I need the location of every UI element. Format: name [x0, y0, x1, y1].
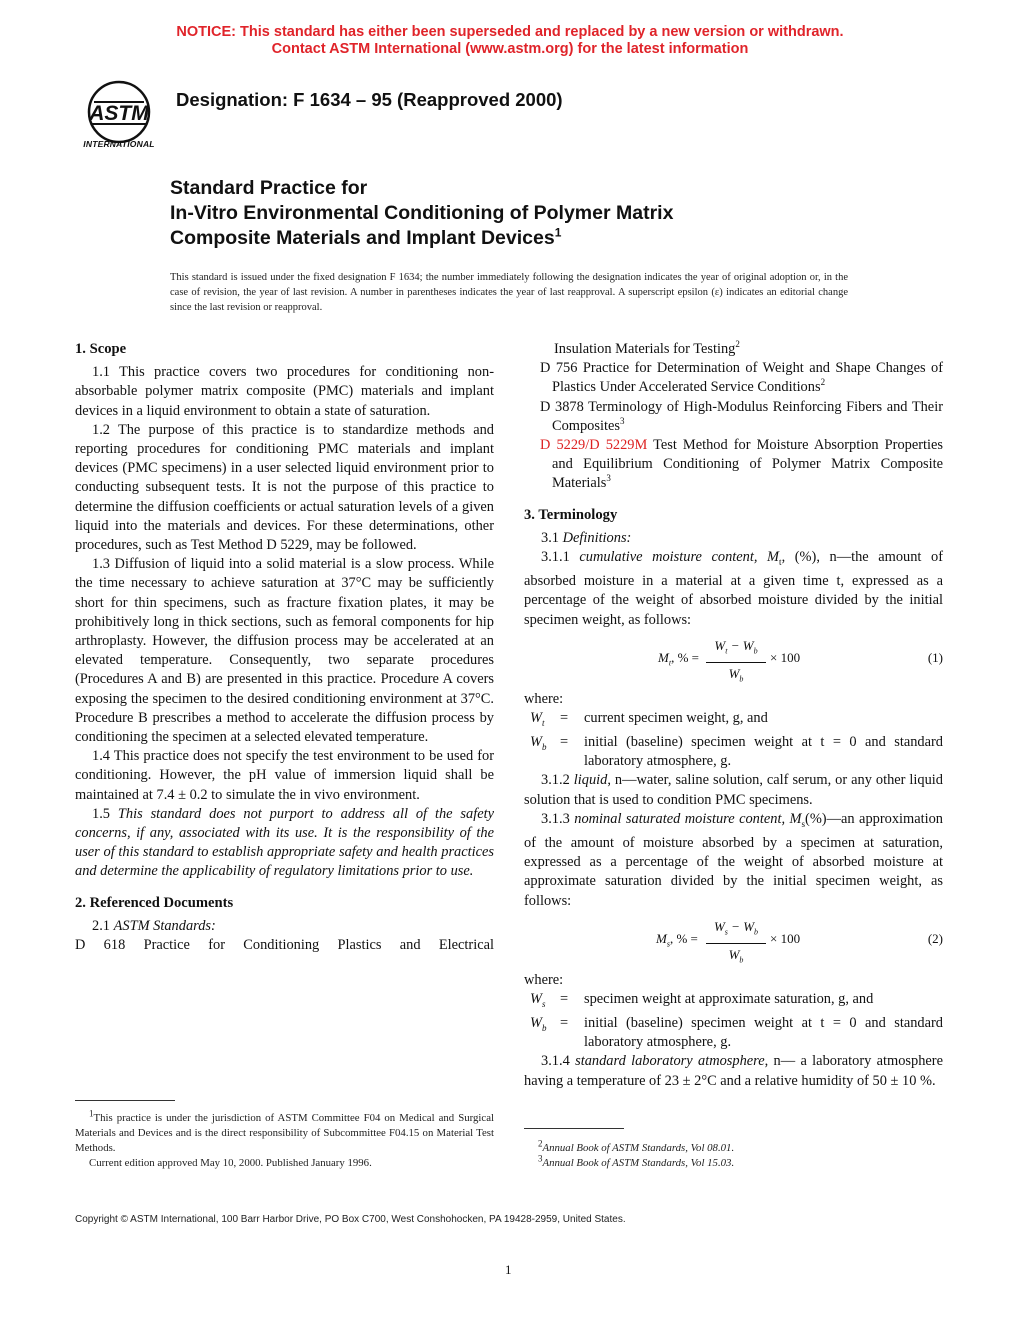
where-2-wb: $W_b$ = initial (baseline) specimen weight at t = 0 and standard laboratory atmosphere, g. — [530, 1014, 943, 1051]
title-line-1: Standard Practice for — [170, 177, 368, 199]
notice-line-2: Contact ASTM International (www.astm.org) for the latest information — [271, 41, 749, 57]
notice-banner — [0, 24, 1020, 58]
title-footnote-ref[interactable]: 1 — [554, 225, 562, 240]
footnote-3: $^3$Annual Book of ASTM Standards, Vol 15.03. — [538, 1153, 735, 1169]
where-1-wt: $W_t$ = current specimen weight, g, and — [530, 709, 768, 728]
footnote-rule — [75, 1100, 175, 1101]
scope-1-1: 1.1 This practice covers two procedures for conditioning non-absorbable polymer matrix composite (PMC) materials and implant devices in a liquid environment to obtain a state of saturation. — [75, 364, 494, 419]
scope-1-2: 1.2 The purpose of this practice is to standardize methods and reporting procedures for conditioning PMC materials and implant devices (PMC specimens) in a user selected liquid environment prior to conducting subsequent tests. It is not the purpose of this practice to determine the diffusion coefficients or actual saturation levels of a given liquid into the materials and devices. For these determinations, other procedures, such as Test Method D 5229, may be followed. — [75, 421, 494, 554]
equation-2: $M_s$, % = $W_s - W_b$ $W_b$ × 100 (2) — [524, 917, 943, 957]
term-3-1-4: 3.1.4 standard laboratory atmosphere, n— a laboratory atmosphere having a temperature of 23 ± 2°C and a relative humidity of 50 ± 10 %. — [524, 1053, 943, 1089]
terminology-heading: 3. Terminology — [524, 506, 618, 523]
logo-text: ASTM — [89, 102, 149, 125]
where-2: where: — [524, 971, 564, 988]
equation-2-fraction: $W_s - W_b$ $W_b$ — [706, 917, 766, 970]
copyright: Copyright © ASTM International, 100 Barr Harbor Drive, PO Box C700, West Conshohocken, PA 19428-2959, United States. — [75, 1214, 626, 1225]
title-line-2: In-Vitro Environmental Conditioning of Polymer Matrix — [170, 202, 674, 224]
equation-1-fraction: $W_t - W_b$ $W_b$ — [706, 636, 766, 689]
footnote-rule-right — [524, 1128, 624, 1129]
left-column — [75, 340, 494, 955]
ref-d5229: D 5229/D 5229M Test Method for Moisture Absorption Properties and Equilibrium Conditioning of Polymer Matrix Composite Materials$^3$ — [540, 437, 944, 492]
ref-d618: D 618 Practice for Conditioning Plastics and Electrical — [75, 937, 494, 954]
term-3-1: 3.1 Definitions: — [541, 529, 632, 546]
scope-1-3: 1.3 Diffusion of liquid into a solid material is a slow process. While the time necessary to achieve saturation at 37°C may be sufficiently short for thin specimens, such as fracture fixation plates, it may be prohibitively long in thick sections, such as femoral components for hip arthroplasty. However, the diffusion process may be accelerated at an elevated temperature. Consequently, two separate procedures (Procedures A and B) are presented in this practice. Procedure A covers exposing the specimen to the desired conditioning environment at 37°C. Procedure B prescribes a method to accelerate the diffusion process by conditioning the specimen at a selected elevated temperature. — [75, 556, 494, 746]
footnote-1-approval: Current edition approved May 10, 2000. Published January 1996. — [89, 1157, 372, 1169]
equation-2-number: (2) — [927, 930, 943, 946]
right-column — [524, 340, 943, 1091]
where-1: where: — [524, 690, 564, 707]
notice-line-1: NOTICE: This standard has either been superseded and replaced by a new version or withdrawn. — [176, 24, 844, 40]
term-3-1-1: 3.1.1 cumulative moisture content, $M_t$, (%), n—the amount of absorbed moisture in a material at a given time t, expressed as a percentage of the weight of absorbed moisture divided by the initial specimen weight, as follows: — [524, 549, 943, 628]
title-line-3: Composite Materials and Implant Devices$^1$ — [170, 225, 562, 249]
equation-1: $M_t$, % = $W_t - W_b$ $W_b$ × 100 (1) — [524, 636, 943, 676]
page-number: 1 — [505, 1262, 512, 1277]
footnotes-right — [524, 1128, 943, 1171]
designation: Designation: F 1634 – 95 (Reapproved 2000) — [176, 89, 563, 110]
scope-heading: 1. Scope — [75, 341, 127, 357]
footnotes-left — [75, 1100, 494, 1171]
footnote-2: $^2$Annual Book of ASTM Standards, Vol 08.01. — [538, 1138, 735, 1154]
ref-d5229-link[interactable]: D 5229/D 5229M — [540, 437, 648, 454]
where-1-wb: $W_b$ = initial (baseline) specimen weight at t = 0 and standard laboratory atmosphere, g. — [530, 734, 943, 770]
issuance-note: This standard is issued under the fixed designation F 1634; the number immediately following the designation indicates the year of original adoption or, in the case of revision, the year of last revision. A number in parentheses indicates the year of last reapproval. A superscript epsilon (ε) indicates an editorial change since the last revision or reapproval. — [170, 272, 848, 313]
where-2-ws: $W_s$ = specimen weight at approximate saturation, g, and — [530, 990, 874, 1009]
scope-1-5: 1.5 This standard does not purport to address all of the safety concerns, if any, associated with its use. It is the responsibility of the user of this standard to establish appropriate safety and health practices and determine the applicability of regulatory limitations prior to use. — [75, 805, 494, 880]
ref-d756: D 756 Practice for Determination of Weight and Shape Changes of Plastics Under Accelerated Service Conditions$^2$ — [540, 360, 943, 396]
term-3-1-2: 3.1.2 liquid, n—water, saline solution, calf serum, or any other liquid solution that is used to condition PMC specimens. — [524, 772, 943, 808]
refdocs-heading: 2. Referenced Documents — [75, 894, 234, 911]
refdocs-2-1: 2.1 ASTM Standards: — [92, 917, 216, 934]
scope-1-4: 1.4 This practice does not specify the test environment to be used for conditioning. However, the pH value of immersion liquid shall be maintained at 7.4 ± 0.2 to simulate the in vivo environment. — [75, 748, 494, 803]
term-3-1-3: 3.1.3 nominal saturated moisture content, $M_s(\%)—an$ approximation of the amount of moisture absorbed by a specimen at saturation, expressed as a percentage of the weight of absorbed moisture at approximate saturation divided by the initial specimen weight, as follows: — [524, 810, 943, 909]
equation-1-number: (1) — [927, 649, 943, 665]
ref-d618-cont: Insulation Materials for Testing$^2$ — [554, 339, 740, 357]
document-title — [170, 176, 673, 251]
ref-d3878: D 3878 Terminology of High-Modulus Reinforcing Fibers and Their Composites$^3$ — [540, 398, 943, 434]
logo-subtitle: INTERNATIONAL — [83, 139, 155, 149]
footnote-1: $^1$This practice is under the jurisdiction of ASTM Committee F04 on Medical and Surgical Materials and Devices and is the direct responsibility of Subcommittee F04.15 on Material Test Methods. — [75, 1108, 494, 1154]
